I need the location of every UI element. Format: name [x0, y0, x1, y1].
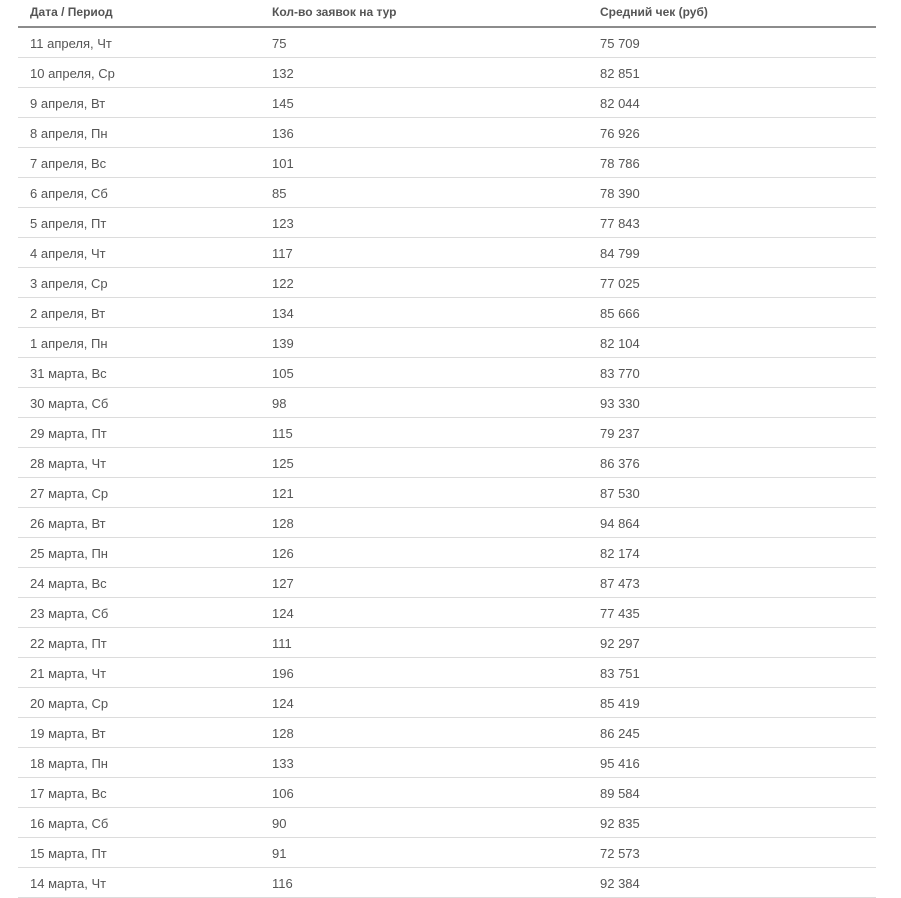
cell-requests: 124 — [272, 696, 294, 711]
cell-requests: 127 — [272, 576, 294, 591]
cell-avg-check: 92 297 — [600, 636, 640, 651]
cell-avg-check: 86 376 — [600, 456, 640, 471]
cell-date: 19 марта, Вт — [30, 726, 106, 741]
cell-requests: 122 — [272, 276, 294, 291]
cell-requests: 98 — [272, 396, 287, 411]
cell-avg-check: 87 473 — [600, 576, 640, 591]
cell-date: 17 марта, Вс — [30, 786, 107, 801]
cell-avg-check: 82 044 — [600, 96, 640, 111]
cell-avg-check: 84 799 — [600, 246, 640, 261]
cell-requests: 136 — [272, 126, 294, 141]
cell-date: 20 марта, Ср — [30, 696, 109, 711]
table-row — [18, 478, 876, 508]
table-row — [18, 388, 876, 418]
cell-date: 8 апреля, Пн — [30, 126, 108, 141]
cell-avg-check: 77 843 — [600, 216, 640, 231]
cell-requests: 124 — [272, 606, 294, 621]
cell-requests: 125 — [272, 456, 294, 471]
cell-avg-check: 77 435 — [600, 606, 640, 621]
cell-avg-check: 95 416 — [600, 756, 640, 771]
cell-date: 4 апреля, Чт — [30, 246, 106, 261]
cell-requests: 134 — [272, 306, 294, 321]
cell-avg-check: 92 835 — [600, 816, 640, 831]
table-row — [18, 118, 876, 148]
cell-requests: 105 — [272, 366, 294, 381]
cell-requests: 132 — [272, 66, 294, 81]
cell-date: 27 марта, Ср — [30, 486, 109, 501]
cell-requests: 117 — [272, 246, 293, 261]
cell-date: 18 марта, Пн — [30, 756, 108, 771]
cell-date: 3 апреля, Ср — [30, 276, 108, 291]
table-row — [18, 58, 876, 88]
table-row — [18, 418, 876, 448]
table-row — [18, 658, 876, 688]
table-row — [18, 328, 876, 358]
cell-avg-check: 83 751 — [600, 666, 640, 681]
cell-requests: 116 — [272, 876, 293, 891]
cell-requests: 121 — [272, 486, 294, 501]
cell-requests: 75 — [272, 36, 287, 51]
cell-avg-check: 82 104 — [600, 336, 640, 351]
cell-avg-check: 87 530 — [600, 486, 640, 501]
cell-date: 10 апреля, Ср — [30, 66, 115, 81]
table-row — [18, 298, 876, 328]
table-row — [18, 598, 876, 628]
table-row — [18, 868, 876, 898]
cell-date: 25 марта, Пн — [30, 546, 108, 561]
column-header-requests[interactable]: Кол-во заявок на тур — [272, 5, 397, 19]
cell-date: 23 марта, Сб — [30, 606, 109, 621]
table-row — [18, 88, 876, 118]
cell-date: 22 марта, Пт — [30, 636, 107, 651]
cell-avg-check: 78 390 — [600, 186, 640, 201]
cell-date: 11 апреля, Чт — [30, 36, 112, 51]
cell-requests: 111 — [272, 636, 292, 651]
cell-requests: 101 — [272, 156, 294, 171]
cell-avg-check: 83 770 — [600, 366, 640, 381]
cell-requests: 133 — [272, 756, 294, 771]
table-row — [18, 448, 876, 478]
cell-date: 9 апреля, Вт — [30, 96, 106, 111]
table-row — [18, 178, 876, 208]
cell-requests: 139 — [272, 336, 294, 351]
cell-avg-check: 89 584 — [600, 786, 640, 801]
table-row — [18, 568, 876, 598]
cell-date: 30 марта, Сб — [30, 396, 109, 411]
cell-requests: 115 — [272, 426, 293, 441]
table-row — [18, 508, 876, 538]
cell-date: 16 марта, Сб — [30, 816, 109, 831]
cell-date: 26 марта, Вт — [30, 516, 106, 531]
cell-avg-check: 93 330 — [600, 396, 640, 411]
table-row — [18, 268, 876, 298]
cell-requests: 145 — [272, 96, 294, 111]
cell-date: 31 марта, Вс — [30, 366, 107, 381]
table-header — [18, 0, 876, 28]
table-row — [18, 778, 876, 808]
cell-requests: 91 — [272, 846, 287, 861]
cell-avg-check: 77 025 — [600, 276, 640, 291]
cell-date: 7 апреля, Вс — [30, 156, 107, 171]
table-row — [18, 538, 876, 568]
stats-table — [18, 0, 876, 898]
column-header-avg-check[interactable]: Средний чек (руб) — [600, 5, 708, 19]
cell-date: 5 апреля, Пт — [30, 216, 107, 231]
table-row — [18, 148, 876, 178]
cell-requests: 126 — [272, 546, 294, 561]
cell-avg-check: 86 245 — [600, 726, 640, 741]
table-row — [18, 628, 876, 658]
cell-avg-check: 79 237 — [600, 426, 640, 441]
table-row — [18, 808, 876, 838]
cell-avg-check: 92 384 — [600, 876, 640, 891]
cell-avg-check: 85 419 — [600, 696, 640, 711]
cell-date: 2 апреля, Вт — [30, 306, 106, 321]
table-row — [18, 208, 876, 238]
cell-requests: 128 — [272, 726, 294, 741]
cell-date: 1 апреля, Пн — [30, 336, 108, 351]
cell-date: 29 марта, Пт — [30, 426, 107, 441]
cell-avg-check: 82 851 — [600, 66, 640, 81]
cell-avg-check: 94 864 — [600, 516, 640, 531]
cell-date: 15 марта, Пт — [30, 846, 107, 861]
cell-avg-check: 76 926 — [600, 126, 640, 141]
cell-date: 28 марта, Чт — [30, 456, 107, 471]
cell-requests: 128 — [272, 516, 294, 531]
cell-requests: 196 — [272, 666, 294, 681]
cell-date: 6 апреля, Сб — [30, 186, 108, 201]
column-header-date[interactable]: Дата / Период — [30, 5, 113, 19]
table-row — [18, 358, 876, 388]
cell-requests: 123 — [272, 216, 294, 231]
cell-avg-check: 85 666 — [600, 306, 640, 321]
cell-date: 24 марта, Вс — [30, 576, 107, 591]
cell-requests: 85 — [272, 186, 287, 201]
table-row — [18, 688, 876, 718]
table-row — [18, 238, 876, 268]
table-row — [18, 28, 876, 58]
table-row — [18, 718, 876, 748]
cell-date: 14 марта, Чт — [30, 876, 107, 891]
cell-avg-check: 82 174 — [600, 546, 640, 561]
cell-avg-check: 78 786 — [600, 156, 640, 171]
table-body — [18, 28, 876, 898]
table-row — [18, 838, 876, 868]
cell-requests: 106 — [272, 786, 294, 801]
cell-requests: 90 — [272, 816, 287, 831]
table-row — [18, 748, 876, 778]
cell-avg-check: 72 573 — [600, 846, 640, 861]
cell-avg-check: 75 709 — [600, 36, 640, 51]
cell-date: 21 марта, Чт — [30, 666, 107, 681]
